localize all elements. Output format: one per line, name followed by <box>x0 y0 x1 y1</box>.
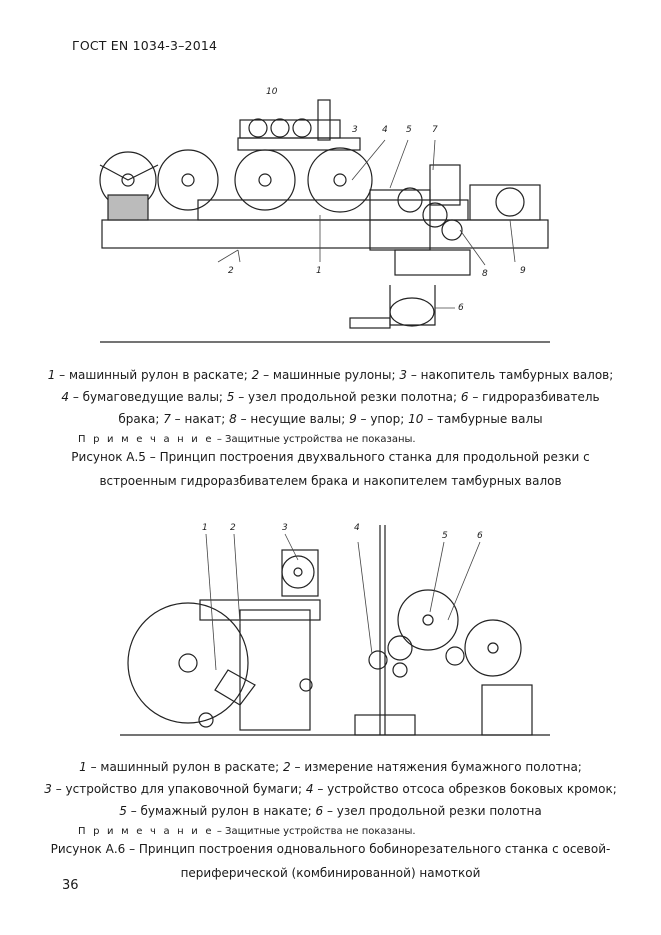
legend-line: 5 – бумажный рулон в накате; 6 – узел продольной резки полотна <box>119 804 542 818</box>
figure-a5-note: П р и м е ч а н и е – Защитные устройства не показаны. <box>78 434 416 445</box>
figure-a6-caption: Рисунок А.6 – Принцип построения одновального бобинорезательного станка с осевой- периферической (комбинированной) намоткой <box>50 842 611 880</box>
figure-a6-drawing <box>110 520 560 750</box>
callout-2: 2 <box>228 266 234 276</box>
legend-line: 4 – бумаговедущие валы; 5 – узел продольной резки полотна; 6 – гидроразбиватель <box>61 390 600 404</box>
page-number: 36 <box>62 878 79 893</box>
callout-5: 5 <box>406 125 412 135</box>
callout-3: 3 <box>352 125 358 135</box>
callout-10: 10 <box>266 87 278 97</box>
figure-a5-legend <box>0 364 661 430</box>
callout-6: 6 <box>458 303 464 313</box>
callout-1: 1 <box>316 266 322 276</box>
callout-6: 6 <box>477 531 483 541</box>
callout-4: 4 <box>382 125 388 135</box>
legend-line: 3 – устройство для упаковочной бумаги; 4 – устройство отсоса обрезков боковых кромок; <box>44 782 617 796</box>
legend-line: 1 – машинный рулон в раскате; 2 – измерение натяжения бумажного полотна; <box>79 760 582 774</box>
callout-8: 8 <box>482 269 488 279</box>
callout-2: 2 <box>230 523 236 533</box>
figure-a6-note: П р и м е ч а н и е – Защитные устройства не показаны. <box>78 826 416 837</box>
legend-line: 1 – машинный рулон в раскате; 2 – машинные рулоны; 3 – накопитель тамбурных валов; <box>47 368 614 382</box>
document-header: ГОСТ EN 1034-3–2014 <box>72 38 218 53</box>
figure-a5-drawing <box>90 80 560 355</box>
callout-5: 5 <box>442 531 448 541</box>
legend-line: брака; 7 – накат; 8 – несущие валы; 9 – упор; 10 – тамбурные валы <box>118 412 543 426</box>
figure-a6-legend <box>0 756 661 822</box>
callout-1: 1 <box>202 523 208 533</box>
callout-4: 4 <box>354 523 360 533</box>
callout-3: 3 <box>282 523 288 533</box>
callout-9: 9 <box>520 266 526 276</box>
figure-a5-caption: Рисунок А.5 – Принцип построения двухвального станка для продольной резки с встроенным гидроразбивателем брака и накопителем тамбурных валов <box>71 450 590 488</box>
callout-7: 7 <box>432 125 438 135</box>
